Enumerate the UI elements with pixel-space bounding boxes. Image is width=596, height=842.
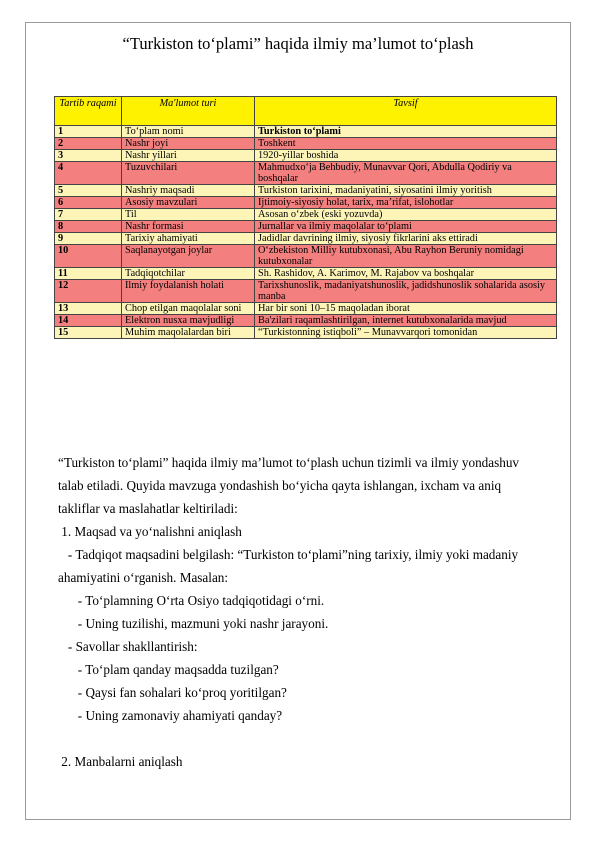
table-row (55, 245, 557, 268)
row-description: Turkiston to‘plami (255, 126, 557, 138)
header-tavsif: Tavsif (255, 97, 557, 126)
row-description: 1920-yillar boshida (255, 150, 557, 162)
body-line: “Turkiston to‘plami” haqida ilmiy ma’lumot to‘plash uchun tizimli va ilmiy yondashuv (58, 455, 520, 470)
row-number: 13 (55, 303, 122, 315)
body-text (58, 451, 556, 773)
row-description: Ba'zilari raqamlashtirilgan, internet kutubxonalarida mavjud (255, 315, 557, 327)
row-type: Ilmiy foydalanish holati (122, 280, 255, 303)
row-type: Tadqiqotchilar (122, 268, 255, 280)
row-description: Har bir soni 10–15 maqoladan iborat (255, 303, 557, 315)
row-description: Jadidlar davrining ilmiy, siyosiy fikrlarini aks ettiradi (255, 233, 557, 245)
row-number: 4 (55, 162, 122, 185)
row-number: 12 (55, 280, 122, 303)
row-number: 11 (55, 268, 122, 280)
table-header-row (55, 97, 557, 126)
info-table (54, 96, 557, 339)
row-number: 3 (55, 150, 122, 162)
table-row (55, 280, 557, 303)
row-type: Nashr formasi (122, 221, 255, 233)
table-row (55, 209, 557, 221)
row-number: 8 (55, 221, 122, 233)
table-row (55, 138, 557, 150)
row-type: Til (122, 209, 255, 221)
row-number: 15 (55, 327, 122, 339)
row-number: 14 (55, 315, 122, 327)
table-row (55, 197, 557, 209)
table-row (55, 327, 557, 339)
table-row (55, 268, 557, 280)
body-line: - Savollar shakllantirish: (58, 639, 198, 654)
row-description: Asosan o‘zbek (eski yozuvda) (255, 209, 557, 221)
body-line: ahamiyatini o‘rganish. Masalan: (58, 570, 229, 585)
row-type: Chop etilgan maqolalar soni (122, 303, 255, 315)
table-row (55, 150, 557, 162)
page-title: “Turkiston to‘plami” haqida ilmiy ma’lumot to‘plash (122, 34, 474, 53)
row-number: 1 (55, 126, 122, 138)
body-line: - To‘plam qanday maqsadda tuzilgan? (58, 662, 279, 677)
row-number: 10 (55, 245, 122, 268)
table-row (55, 162, 557, 185)
body-line: talab etiladi. Quyida mavzuga yondashish bo‘yicha qayta ishlangan, ixcham va aniq (58, 478, 502, 493)
row-type: Tuzuvchilari (122, 162, 255, 185)
row-number: 5 (55, 185, 122, 197)
row-description: “Turkistonning istiqboli” – Munavvarqori tomonidan (255, 327, 557, 339)
body-line: - Uning tuzilishi, mazmuni yoki nashr jarayoni. (58, 616, 329, 631)
header-tartib: Tartib raqami (55, 97, 122, 126)
body-line: 2. Manbalarni aniqlash (58, 754, 183, 769)
table-row (55, 221, 557, 233)
row-type: Nashr yillari (122, 150, 255, 162)
row-type: Nashr joyi (122, 138, 255, 150)
body-line: 1. Maqsad va yo‘nalishni aniqlash (58, 524, 242, 539)
row-number: 7 (55, 209, 122, 221)
row-type: Saqlanayotgan joylar (122, 245, 255, 268)
row-type: To‘plam nomi (122, 126, 255, 138)
row-description: Mahmudxo‘ja Behbudiy, Munavvar Qori, Abdulla Qodiriy va boshqalar (255, 162, 557, 185)
row-type: Tarixiy ahamiyati (122, 233, 255, 245)
row-type: Asosiy mavzulari (122, 197, 255, 209)
header-malumot-turi: Ma'lumot turi (122, 97, 255, 126)
body-line: takliflar va maslahatlar keltiriladi: (58, 501, 238, 516)
body-line (58, 727, 556, 750)
table-row (55, 185, 557, 197)
table-row (55, 315, 557, 327)
row-type: Elektron nusxa mavjudligi (122, 315, 255, 327)
row-description: O‘zbekiston Milliy kutubxonasi, Abu Rayhon Beruniy nomidagi kutubxonalar (255, 245, 557, 268)
row-number: 9 (55, 233, 122, 245)
row-description: Sh. Rashidov, A. Karimov, M. Rajabov va boshqalar (255, 268, 557, 280)
row-description: Ijtimoiy-siyosiy holat, tarix, ma’rifat, islohotlar (255, 197, 557, 209)
table-row (55, 303, 557, 315)
body-line: - Tadqiqot maqsadini belgilash: “Turkiston to‘plami”ning tarixiy, ilmiy yoki madaniy (58, 547, 519, 562)
body-line: - To‘plamning O‘rta Osiyo tadqiqotidagi o‘rni. (58, 593, 325, 608)
row-type: Nashriy maqsadi (122, 185, 255, 197)
body-line: - Uning zamonaviy ahamiyati qanday? (58, 708, 283, 723)
row-description: Tarixshunoslik, madaniyatshunoslik, jadidshunoslik sohalarida asosiy manba (255, 280, 557, 303)
row-description: Toshkent (255, 138, 557, 150)
row-number: 6 (55, 197, 122, 209)
row-number: 2 (55, 138, 122, 150)
table-row (55, 233, 557, 245)
row-description: Turkiston tarixini, madaniyatini, siyosatini ilmiy yoritish (255, 185, 557, 197)
table-row (55, 126, 557, 138)
body-line: - Qaysi fan sohalari ko‘proq yoritilgan? (58, 685, 287, 700)
row-type: Muhim maqolalardan biri (122, 327, 255, 339)
row-description: Jurnallar va ilmiy maqolalar to‘plami (255, 221, 557, 233)
